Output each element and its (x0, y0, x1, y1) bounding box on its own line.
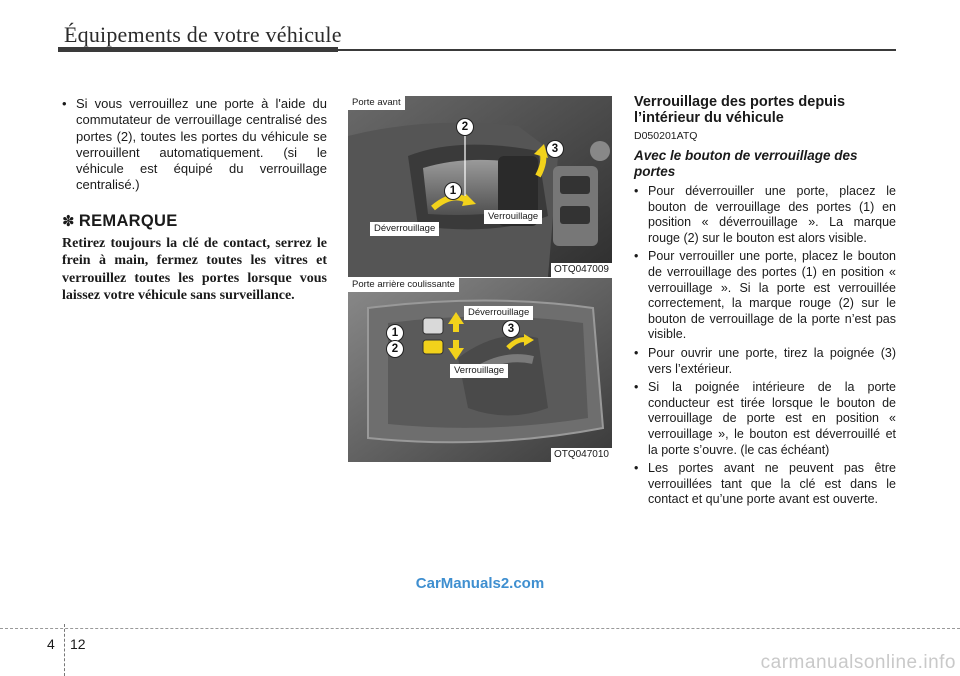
section-code: D050201ATQ (634, 130, 698, 142)
callout-2: 2 (456, 118, 474, 136)
bullet-text: Pour ouvrir une porte, tirez la poignée (3) vers l’extérieur. (648, 345, 896, 376)
rear-door-label: Porte arrière coulissante (348, 278, 459, 292)
figure-rear-door (348, 278, 612, 462)
callout-3: 3 (502, 320, 520, 338)
list-item (62, 96, 327, 194)
bullet-dot: • (62, 96, 67, 111)
page-number: 12 (70, 636, 86, 652)
instruction-list (634, 184, 896, 508)
bullet-dot: • (634, 380, 639, 395)
front-door-label: Porte avant (348, 96, 405, 110)
figure-front-door (348, 96, 612, 277)
callout-1: 1 (444, 182, 462, 200)
bullet-dot: • (634, 184, 639, 198)
site-watermark[interactable]: carmanualsonline.info (760, 652, 956, 673)
list-item (634, 461, 896, 508)
remark-title: REMARQUE (78, 211, 178, 230)
left-column (62, 96, 327, 305)
bullet-text: Si la poignée intérieure de la porte conducteur est tirée lorsque le bouton de verrouillage de porte est en position « verrouillage », le bouton est déverrouillé et la porte s’ouvre. (le cas échéant) (648, 380, 896, 457)
rear-figure-code: OTQ047010 (551, 448, 612, 462)
list-item (634, 346, 896, 377)
list-item (634, 380, 896, 458)
front-lock-label: Verrouillage (484, 210, 542, 224)
chapter-number: 4 (47, 636, 55, 652)
front-door-illustration (348, 96, 612, 277)
front-figure-code: OTQ047009 (551, 263, 612, 277)
footer-divider (64, 624, 65, 676)
bullet-text: Pour déverrouiller une porte, placez le bouton de verrouillage des portes (1) en position « déverrouillage ». La marque rouge (2) sur le bouton est alors visible. (648, 184, 896, 245)
section-title: Verrouillage des portes depuis l’intérieur du véhicule (634, 94, 846, 126)
remark-heading (62, 212, 327, 231)
header-rule-thick (58, 47, 338, 52)
right-column (634, 94, 896, 511)
bullet-text: Si vous verrouillez une porte à l'aide du commutateur de verrouillage centralisé des portes (2), toutes les portes du véhicule se verrouillent automatiquement. (si le véhicule est équipé du verrouillage centralisé.) (76, 96, 327, 193)
section-subtitle: Avec le bouton de verrouillage des portes (634, 148, 858, 179)
asterisk-icon: ✽ (62, 212, 75, 230)
bullet-text: Les portes avant ne peuvent pas être verrouillées tant que la clé est dans le contact et qu’une porte avant est ouverte. (648, 461, 896, 507)
callout-2: 2 (386, 340, 404, 358)
footer-rule (0, 628, 960, 629)
bullet-dot: • (634, 249, 639, 264)
callout-3: 3 (546, 140, 564, 158)
header-rule-thin (338, 49, 896, 51)
callout-1: 1 (386, 324, 404, 342)
list-item (634, 249, 896, 343)
bullet-dot: • (634, 345, 639, 360)
watermark-link[interactable]: CarManuals2.com (415, 575, 545, 592)
page-header-title: Équipements de votre véhicule (64, 22, 342, 47)
remark-text: Retirez toujours la clé de contact, serrez le frein à main, fermez toutes les vitres et verrouillez toutes les portes lorsque vous laissez votre véhicule sans surveillance. (62, 235, 327, 304)
front-unlock-label: Déverrouillage (370, 222, 439, 236)
bullet-dot: • (634, 461, 639, 476)
rear-unlock-label: Déverrouillage (464, 306, 533, 320)
list-item (634, 184, 896, 246)
rear-lock-label: Verrouillage (450, 364, 508, 378)
bullet-text: Pour verrouiller une porte, placez le bouton de verrouillage des portes (1) en position « verrouillage ». Si la porte est verrouillée correctement, la marque rouge (2) sur le bouton de verrouillage de la porte n’est pas visible. (648, 249, 896, 342)
